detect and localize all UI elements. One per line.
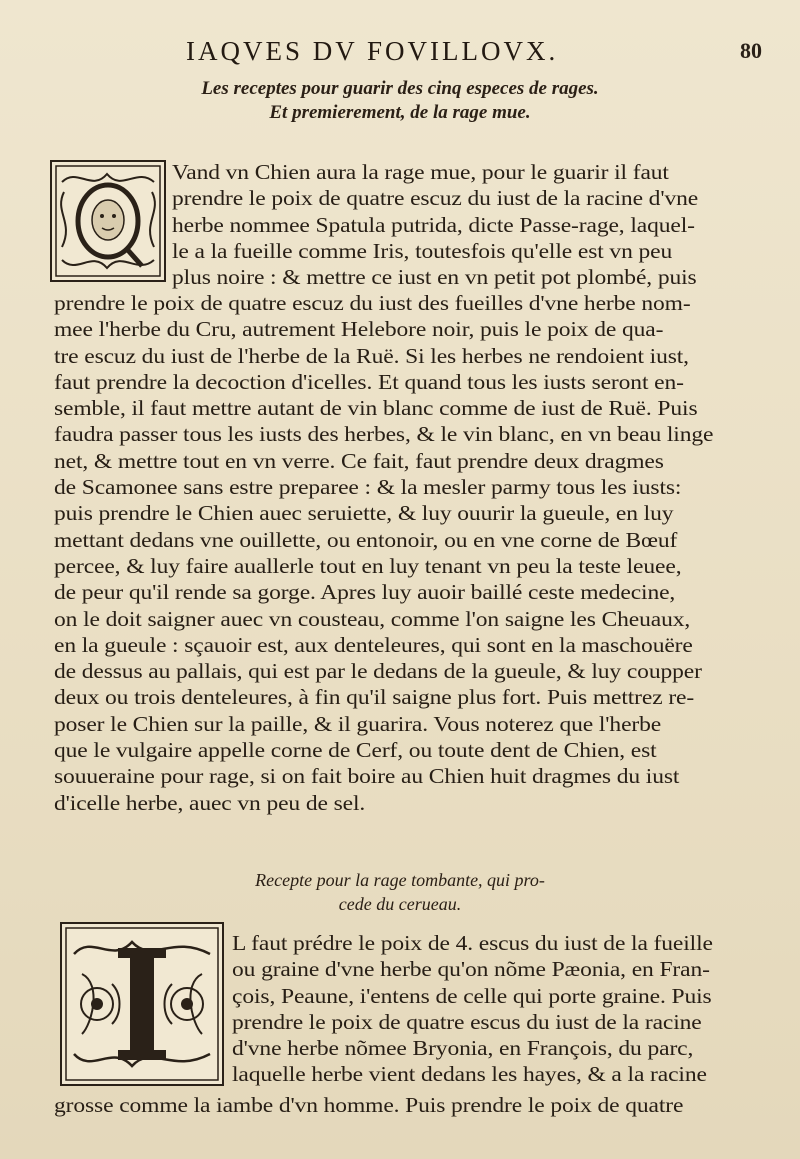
initial-text-block (232, 930, 713, 1088)
ornament-icon (52, 162, 164, 280)
text-line: de dessus au pallais, qui est par le dedans de la gueule, & luy coupper (54, 659, 702, 684)
text-line: faut prendre la decoction d'icelles. Et quand tous les iusts seront en- (54, 369, 684, 394)
text-line: net, & mettre tout en vn verre. Ce fait, faut prendre deux dragmes (54, 448, 664, 473)
text-line: souueraine pour rage, si on fait boire au Chien huit dragmes du iust (54, 764, 680, 789)
text-line: prendre le poix de quatre escuz du iust de la racine d'vne (172, 186, 699, 211)
section-title-line: Et premierement, de la rage mue. (269, 102, 531, 123)
text-line: mee l'herbe du Cru, autrement Helebore noir, puis le poix de qua- (54, 317, 664, 342)
folio-number: 80 (740, 38, 762, 63)
section-title (0, 77, 800, 125)
text-line: grosse comme la iambe d'vn homme. Puis prendre le poix de quatre (54, 1093, 684, 1117)
text-line: d'icelle herbe, auec vn peu de sel. (54, 790, 366, 815)
text-line: mettant dedans vne ouillette, ou entonoir, ou en vne corne de Bœuf (54, 527, 678, 552)
section-subtitle (0, 868, 800, 916)
decorated-initial-i (60, 922, 224, 1086)
body-text-block (54, 1092, 684, 1118)
text-line: poser le Chien sur la paille, & il guarira. Vous noterez que l'herbe (54, 711, 662, 736)
text-line: de Scamonee sans estre preparee : & la mesler parmy tous les iusts: (54, 475, 682, 500)
text-line: plus noire : & mettre ce iust en vn petit pot plombé, puis (172, 265, 697, 290)
text-line: le a la fueille comme Iris, toutesfois qu'elle est vn peu (172, 238, 673, 263)
section-title-line: Les receptes pour guarir des cinq especes de rages. (201, 78, 599, 99)
text-line: laquelle herbe vient dedans les hayes, & a la racine (232, 1062, 707, 1087)
running-head: IAQVES DV FOVILLOVX. (186, 36, 559, 66)
ornament-icon (62, 924, 222, 1084)
text-line: on le doit saigner auec vn cousteau, comme l'on saigne les Cheuaux, (54, 606, 691, 631)
text-line: semble, il faut mettre autant de vin blanc comme de iust de Ruë. Puis (54, 396, 698, 421)
text-line: d'vne herbe nõmee Bryonia, en François, du parc, (232, 1036, 694, 1061)
text-line: prendre le poix de quatre escus du iust de la racine (232, 1009, 702, 1034)
text-line: deux ou trois denteleures, à fin qu'il saigne plus fort. Puis mettrez re- (54, 685, 695, 710)
section-title-line: Recepte pour la rage tombante, qui pro- (255, 870, 545, 890)
text-line: Vand vn Chien aura la rage mue, pour le guarir il faut (172, 160, 669, 184)
decorated-initial-q (50, 160, 166, 282)
text-line: L faut prédre le poix de 4. escus du iust de la fueille (232, 931, 713, 955)
text-line: tre escuz du iust de l'herbe de la Ruë. Si les herbes ne rendoient iust, (54, 343, 689, 368)
text-line: en la gueule : sçauoir est, aux denteleures, qui sont en la maschouëre (54, 632, 693, 657)
text-line: que le vulgaire appelle corne de Cerf, ou toute dent de Chien, est (54, 738, 657, 763)
text-line: ou graine d'vne herbe qu'on nõme Pæonia, en Fran- (232, 957, 710, 982)
initial-text-block (172, 159, 699, 290)
section-title-line: cede du cerueau. (338, 894, 462, 914)
text-line: de peur qu'il rende sa gorge. Apres luy auoir baillé ceste medecine, (54, 580, 676, 605)
text-line: çois, Peaune, i'entens de celle qui porte graine. Puis (232, 983, 712, 1008)
text-line: puis prendre le Chien auec seruiette, & luy ouurir la gueule, en luy (54, 501, 674, 526)
body-text-block (54, 290, 714, 816)
text-line: faudra passer tous les iusts des herbes, & le vin blanc, en vn beau linge (54, 422, 714, 447)
text-line: prendre le poix de quatre escuz du iust des fueilles d'vne herbe nom- (54, 291, 691, 315)
text-line: herbe nommee Spatula putrida, dicte Passe-rage, laquel- (172, 212, 695, 237)
text-line: percee, & luy faire auallerle tout en luy tenant vn peu la teste leuee, (54, 553, 682, 578)
page-header (0, 36, 800, 70)
